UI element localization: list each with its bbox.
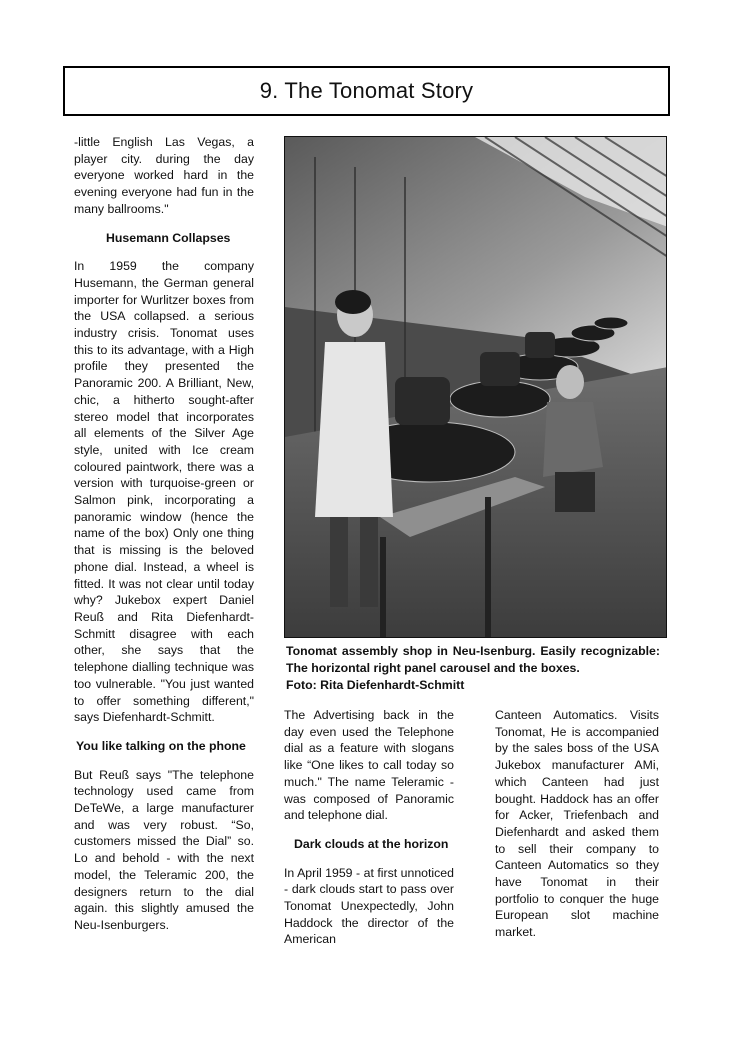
intro-paragraph: -little English Las Vegas, a player city. during the day everyone worked hard in the evening everyone had fun in the many ballrooms."	[74, 135, 254, 216]
canteen-paragraph: Canteen Automatics. Visits Tonomat, He is accompanied by the sales boss of the USA Jukebox manufacturer AMi, which Canteen had just bought. Haddock has an offer for Acker, Triefenbach and Diefenhardt and asked them to sell their company to Canteen Automatics so they have Tonomat in their portfolio to conquer the huge European slot machine market.	[495, 708, 659, 940]
right-column	[495, 707, 659, 953]
husemann-paragraph: In 1959 the company Husemann, the German general importer for Wurlitzer boxes from the USA collapsed. a serious industry crisis. Tonomat uses this to its advantage, with a High profile they presented the Panoramic 200. A Brilliant, New, chic, a hitherto sought-after stereo model that incorporates all elements of the Silver Age style, united with Ice cream coloured paintwork, there was a version with turquoise-green or Salmon pink, incorporating a panoramic window (hence the name of the box) Only one thing that is missing is the beloved phone dial. Instead, a wheel is fitted. It was not clear until today why? Jukebox expert Daniel Reuß and Rita Diefenhardt-Schmitt disagree with each other, she says that the telephone dialling technique was too vulnerable. "You just wanted to offer something different," says Diefenhardt-Schmitt.	[74, 259, 254, 725]
assembly-shop-photo	[284, 136, 667, 638]
page-title: 9. The Tonomat Story	[259, 78, 474, 103]
caption-text: Tonomat assembly shop in Neu-Isenburg. Easily recognizable: The horizontal right panel carousel and the boxes.	[286, 644, 660, 675]
title-box	[63, 66, 670, 116]
reuss-paragraph: But Reuß says "The telephone technology used came from DeTeWe, a large manufacturer and was very robust. “So, customers missed the Dial” so. Lo and behold - with the next model, the Teleramic 200, the designers return to the dial again. this slightly amused the Neu-Isenburgers.	[74, 767, 254, 932]
photo-caption	[286, 643, 660, 694]
left-column	[74, 134, 254, 946]
middle-column	[284, 707, 454, 960]
heading-talking-phone: You like talking on the phone	[76, 738, 246, 753]
heading-dark-clouds: Dark clouds at the horizon	[294, 836, 449, 851]
april-1959-paragraph: In April 1959 - at first unnoticed - dark clouds start to pass over Tonomat Unexpectedly, John Haddock the director of the American	[284, 865, 454, 947]
advertising-paragraph: The Advertising back in the day even used the Telephone dial as a feature with slogans like “One likes to call today so much." The name Teleramic - was composed of Panoramic and telephone dial.	[284, 708, 454, 823]
photo-credit: Foto: Rita Diefenhardt-Schmitt	[286, 678, 465, 692]
assembly-shop-illustration	[285, 137, 667, 638]
heading-husemann-collapses: Husemann Collapses	[106, 230, 231, 245]
